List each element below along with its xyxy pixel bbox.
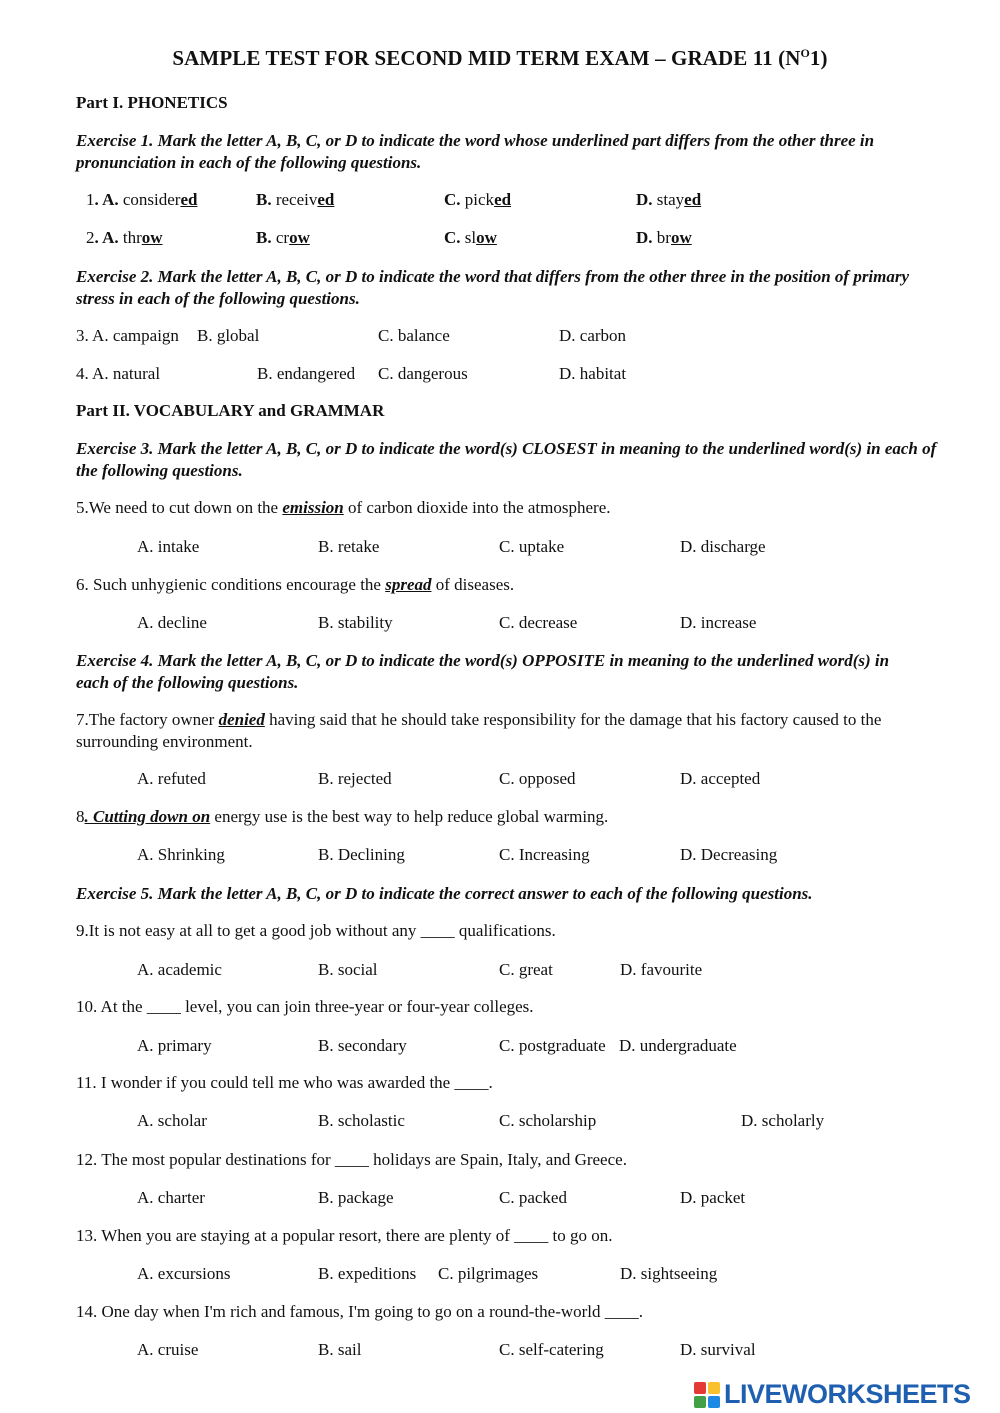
option-a[interactable]: 4. A. natural: [76, 364, 161, 383]
option-d[interactable]: D. carbon: [559, 326, 627, 345]
option-b[interactable]: B. social: [318, 960, 378, 979]
option-c[interactable]: C. scholarship: [499, 1111, 597, 1130]
part-2-heading: Part II. VOCABULARY and GRAMMAR: [76, 401, 385, 420]
option-a[interactable]: A. primary: [137, 1036, 212, 1055]
liveworksheets-watermark[interactable]: [694, 1378, 971, 1410]
option-d[interactable]: D. sightseeing: [620, 1264, 718, 1283]
option-a[interactable]: A. refuted: [137, 769, 206, 788]
question-13-stem: 13. When you are staying at a popular resort, there are plenty of ____ to go on.: [76, 1226, 613, 1245]
option-d[interactable]: D. habitat: [559, 364, 627, 383]
option-c[interactable]: C. balance: [378, 326, 450, 345]
option-c[interactable]: C. opposed: [499, 769, 576, 788]
option-b[interactable]: B. package: [318, 1188, 394, 1207]
liveworksheets-logo-icon: [694, 1380, 722, 1408]
option-b[interactable]: B. endangered: [257, 364, 356, 383]
option-a[interactable]: A. excursions: [137, 1264, 231, 1283]
option-b[interactable]: B. sail: [318, 1340, 362, 1359]
option-c[interactable]: C. postgraduate: [499, 1036, 606, 1055]
option-b[interactable]: B. received: [256, 190, 335, 209]
question-9-stem: 9.It is not easy at all to get a good job without any ____ qualifications.: [76, 921, 556, 940]
option-c[interactable]: C. slow: [444, 228, 497, 247]
option-c[interactable]: C. self-catering: [499, 1340, 604, 1359]
question-5-stem: 5.We need to cut down on the emission of carbon dioxide into the atmosphere.: [76, 498, 611, 517]
exercise-4-instructions: Exercise 4. Mark the letter A, B, C, or D to indicate the word(s) OPPOSITE in meaning to the underlined word(s) in each of the following questions.: [76, 651, 890, 692]
option-c[interactable]: C. great: [499, 960, 553, 979]
option-d[interactable]: D. scholarly: [741, 1111, 825, 1130]
option-d[interactable]: D. accepted: [680, 769, 761, 788]
option-c[interactable]: C. dangerous: [378, 364, 468, 383]
question-14-stem: 14. One day when I'm rich and famous, I'm going to go on a round-the-world ____.: [76, 1302, 644, 1321]
option-d[interactable]: D. survival: [680, 1340, 756, 1359]
question-10-stem: 10. At the ____ level, you can join three-year or four-year colleges.: [76, 997, 534, 1016]
option-a[interactable]: A. academic: [137, 960, 222, 979]
option-d[interactable]: D. packet: [680, 1188, 746, 1207]
exercise-1-instructions: Exercise 1. Mark the letter A, B, C, or D to indicate the word whose underlined part differs from the other three in pronunciation in each of the following questions.: [76, 131, 875, 172]
option-b[interactable]: B. expeditions: [318, 1264, 417, 1283]
option-b[interactable]: B. stability: [318, 613, 393, 632]
question-8-stem: 8. Cutting down on energy use is the best way to help reduce global warming.: [76, 807, 609, 826]
option-d[interactable]: D. favourite: [620, 960, 703, 979]
option-b[interactable]: B. rejected: [318, 769, 392, 788]
option-b[interactable]: B. crow: [256, 228, 310, 247]
page-title: SAMPLE TEST FOR SECOND MID TERM EXAM – GRADE 11 $(N^O1)$: [172, 46, 828, 70]
option-c[interactable]: C. uptake: [499, 537, 565, 556]
option-a[interactable]: A. cruise: [137, 1340, 199, 1359]
option-d[interactable]: D. brow: [636, 228, 692, 247]
watermark-text: LIVEWORKSHEETS: [724, 1378, 971, 1409]
question-12-stem: 12. The most popular destinations for ____ holidays are Spain, Italy, and Greece.: [76, 1150, 627, 1169]
option-b[interactable]: B. scholastic: [318, 1111, 405, 1130]
option-a[interactable]: A. decline: [137, 613, 207, 632]
option-a[interactable]: A. scholar: [137, 1111, 207, 1130]
option-b[interactable]: B. global: [197, 326, 260, 345]
option-b[interactable]: B. secondary: [318, 1036, 407, 1055]
question-6-stem: 6. Such unhygienic conditions encourage the spread of diseases.: [76, 575, 515, 594]
exercise-3-instructions: Exercise 3. Mark the letter A, B, C, or D to indicate the word(s) CLOSEST in meaning to the underlined word(s) in each of the following questions.: [76, 439, 937, 480]
option-a[interactable]: A. charter: [137, 1188, 205, 1207]
part-1-heading: Part I. PHONETICS: [76, 93, 228, 112]
option-a[interactable]: A. Shrinking: [137, 845, 225, 864]
exercise-2-instructions: Exercise 2. Mark the letter A, B, C, or D to indicate the word that differs from the other three in the position of primary stress in each of the following questions.: [76, 267, 910, 308]
option-c[interactable]: C. decrease: [499, 613, 578, 632]
option-c[interactable]: C. packed: [499, 1188, 567, 1207]
option-d[interactable]: D. increase: [680, 613, 757, 632]
option-a[interactable]: 3. A. campaign: [76, 326, 179, 345]
option-d[interactable]: D. undergraduate: [619, 1036, 737, 1055]
exercise-5-instructions: Exercise 5. Mark the letter A, B, C, or D to indicate the correct answer to each of the following questions.: [76, 884, 813, 903]
question-11-stem: 11. I wonder if you could tell me who was awarded the ____.: [76, 1073, 493, 1092]
option-d[interactable]: D. stayed: [636, 190, 702, 209]
option-a[interactable]: A. intake: [137, 537, 200, 556]
option-b[interactable]: B. retake: [318, 537, 380, 556]
option-b[interactable]: B. Declining: [318, 845, 405, 864]
option-d[interactable]: D. discharge: [680, 537, 766, 556]
option-c[interactable]: C. pilgrimages: [438, 1264, 539, 1283]
option-c[interactable]: C. picked: [444, 190, 512, 209]
question-7-stem: 7.The factory owner denied having said that he should take responsibility for the damage that his factory caused to the surrounding environment.: [76, 710, 882, 751]
option-c[interactable]: C. Increasing: [499, 845, 590, 864]
option-d[interactable]: D. Decreasing: [680, 845, 778, 864]
